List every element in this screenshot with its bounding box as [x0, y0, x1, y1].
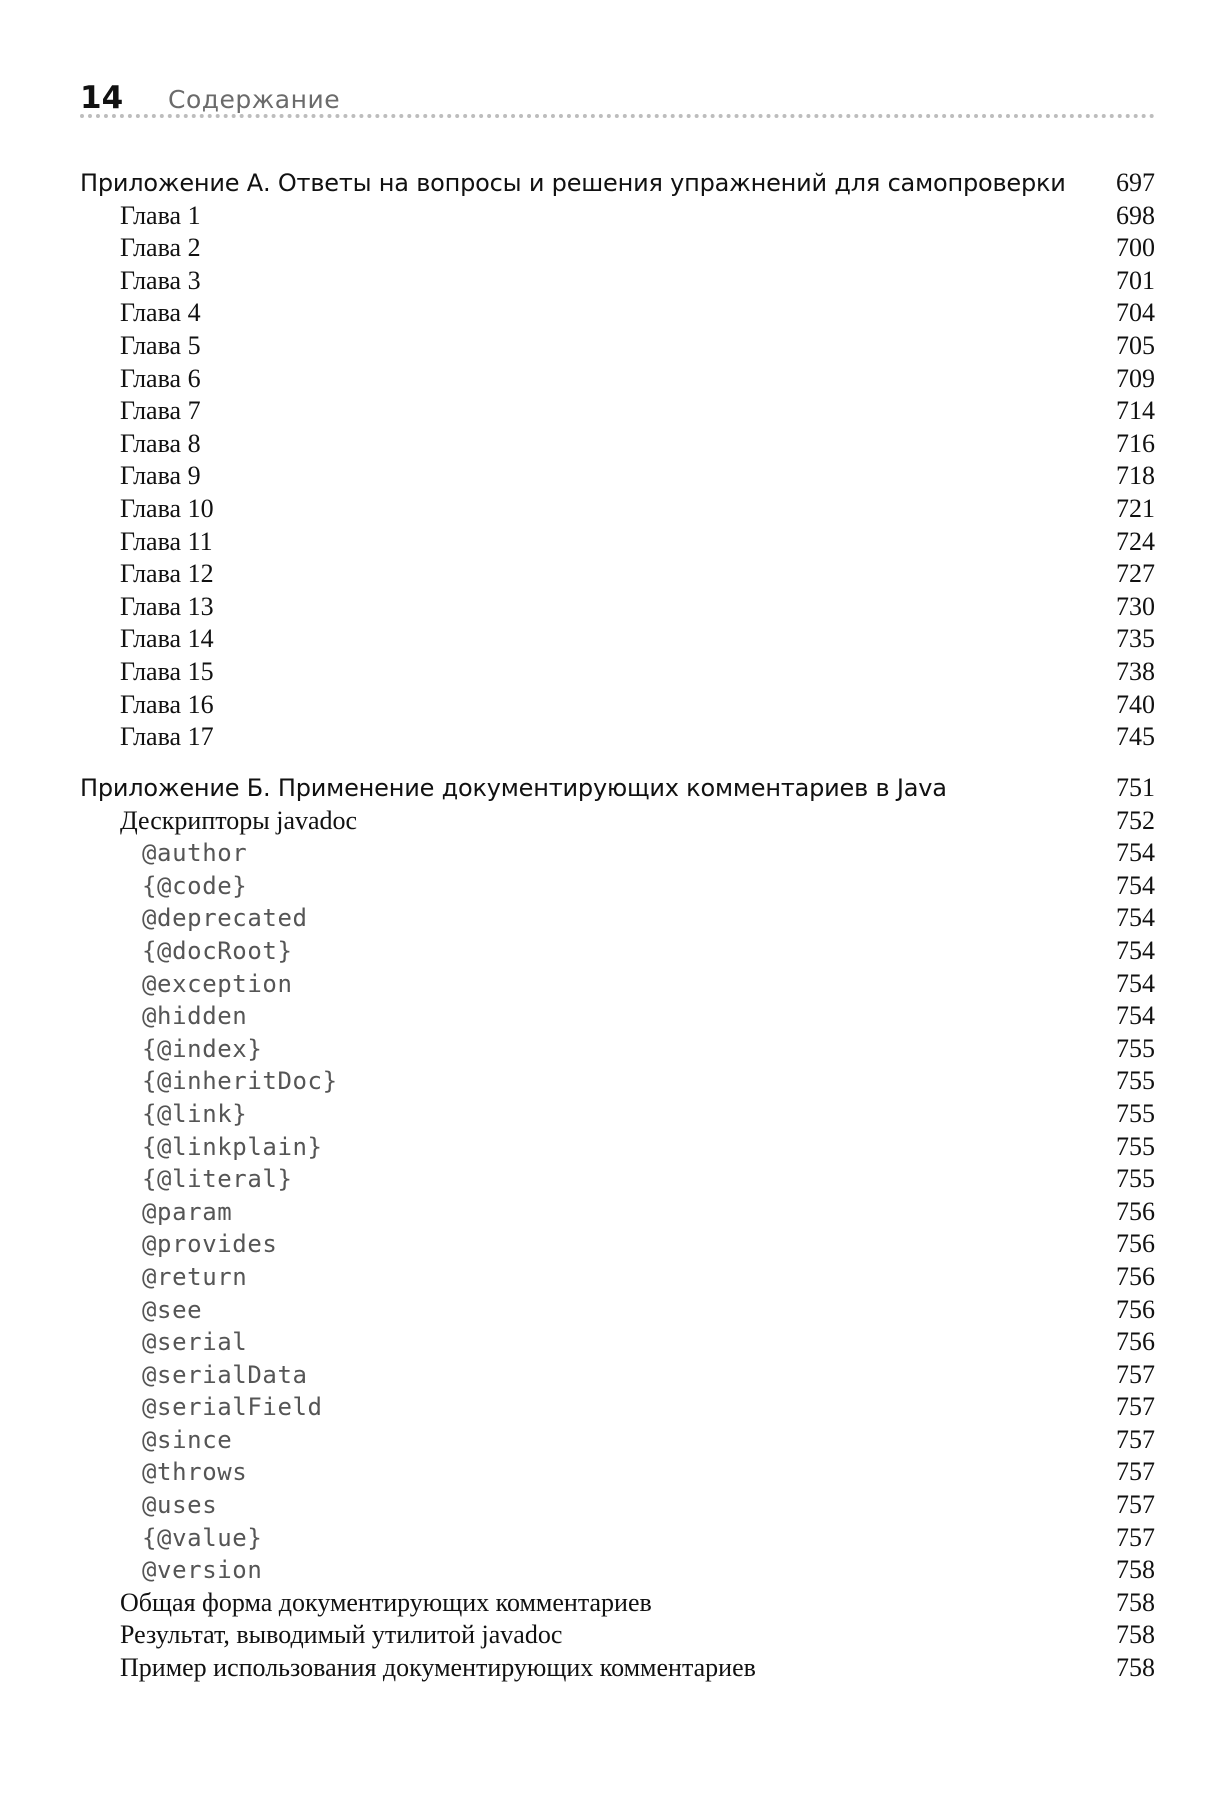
toc-entry-label: @throws: [142, 1458, 248, 1487]
toc-entry-label: Глава 2: [120, 233, 201, 263]
toc-entry-label: @serialField: [142, 1393, 323, 1422]
toc-entry-label: {@docRoot}: [142, 936, 293, 965]
toc-page-number: 704: [1116, 298, 1155, 328]
toc-entry-label: @serial: [142, 1328, 248, 1357]
toc-entry-label: @serialData: [142, 1360, 308, 1389]
toc-entry-label: Дескрипторы javadoc: [120, 805, 358, 835]
toc-section-heading[interactable]: [80, 167, 1155, 200]
toc-page-number: 721: [1116, 493, 1155, 523]
toc-entry-label: Глава 16: [120, 689, 214, 719]
toc-entry-javadoc-tag[interactable]: [80, 870, 1155, 903]
toc-entry-label: Глава 11: [120, 526, 213, 556]
toc-page-number: 698: [1116, 200, 1155, 230]
toc-page-number: 754: [1116, 968, 1155, 998]
toc-entry-label: Глава 13: [120, 591, 214, 621]
toc-entry-javadoc-tag[interactable]: [80, 1294, 1155, 1327]
toc-entry-label: Глава 3: [120, 265, 201, 295]
toc-entry-javadoc-tag[interactable]: [80, 1489, 1155, 1522]
header-dotted-rule: [80, 114, 1155, 118]
toc-entry-label: Глава 17: [120, 722, 214, 752]
toc-page-number: 756: [1116, 1294, 1155, 1324]
toc-entry-label: Глава 14: [120, 624, 214, 654]
toc-entry-javadoc-tag[interactable]: [80, 1228, 1155, 1261]
toc-entry[interactable]: [80, 1619, 1155, 1652]
toc-entry-javadoc-tag[interactable]: [80, 968, 1155, 1001]
toc-page-number: 755: [1116, 1066, 1155, 1096]
toc-page-number: 700: [1116, 233, 1155, 263]
toc-entry-javadoc-tag[interactable]: [80, 1424, 1155, 1457]
toc-entry-chapter[interactable]: [80, 330, 1155, 363]
toc-page-number: 709: [1116, 363, 1155, 393]
toc-entry-label: {@value}: [142, 1523, 263, 1552]
toc-entry-javadoc-tag[interactable]: [80, 1098, 1155, 1131]
toc-page-number: 754: [1116, 935, 1155, 965]
toc-entry-chapter[interactable]: [80, 526, 1155, 559]
running-title: Содержание: [168, 85, 341, 114]
toc-entry-label: Глава 7: [120, 396, 201, 426]
toc-section-title: Приложение А. Ответы на вопросы и решения упражнений для самопроверки: [80, 169, 1066, 197]
toc-entry-label: @since: [142, 1425, 233, 1454]
toc-entry[interactable]: [80, 1652, 1155, 1685]
toc-entry-chapter[interactable]: [80, 297, 1155, 330]
toc-page-number: 757: [1116, 1392, 1155, 1422]
toc-entry-javadoc-tag[interactable]: [80, 1261, 1155, 1294]
toc-entry-label: @return: [142, 1262, 248, 1291]
toc-entry-javadoc-tag[interactable]: [80, 837, 1155, 870]
toc-entry-label: {@code}: [142, 871, 248, 900]
toc-entry-label: Глава 12: [120, 559, 214, 589]
toc-entry-label: @hidden: [142, 1002, 248, 1031]
toc-entry-javadoc-tag[interactable]: [80, 1391, 1155, 1424]
toc-entry-label: @version: [142, 1556, 263, 1585]
toc-entry-chapter[interactable]: [80, 363, 1155, 396]
toc-entry-chapter[interactable]: [80, 428, 1155, 461]
toc-entry-chapter[interactable]: [80, 493, 1155, 526]
toc-entry-javadoc-tag[interactable]: [80, 1000, 1155, 1033]
page-number: 14: [80, 80, 124, 116]
toc-entry-javadoc-tag[interactable]: [80, 1033, 1155, 1066]
toc-entry-chapter[interactable]: [80, 591, 1155, 624]
toc-page-number: 740: [1116, 689, 1155, 719]
toc-entry-javadoc-tag[interactable]: [80, 1522, 1155, 1555]
toc-page-number: 701: [1116, 265, 1155, 295]
toc-entry-label: @provides: [142, 1230, 278, 1259]
toc-page-number: 718: [1116, 461, 1155, 491]
toc-page-number: 730: [1116, 591, 1155, 621]
toc-page-number: 754: [1116, 1001, 1155, 1031]
toc-entry-javadoc-tag[interactable]: [80, 1065, 1155, 1098]
toc-page-number: 758: [1116, 1587, 1155, 1617]
toc-entry-label: Глава 8: [120, 428, 201, 458]
toc-page-number: 755: [1116, 1033, 1155, 1063]
toc-page-number: 716: [1116, 428, 1155, 458]
toc-entry-javadoc-tag[interactable]: [80, 1196, 1155, 1229]
toc-page-number: 754: [1116, 870, 1155, 900]
toc-entry-label: {@link}: [142, 1099, 248, 1128]
toc-page-number: 757: [1116, 1359, 1155, 1389]
toc-page-number: 756: [1116, 1327, 1155, 1357]
toc-page-number: 756: [1116, 1261, 1155, 1291]
toc-page-number: 758: [1116, 1555, 1155, 1585]
toc-entry-label: @deprecated: [142, 904, 308, 933]
toc-entry-label: {@inheritDoc}: [142, 1067, 338, 1096]
toc-entry-chapter[interactable]: [80, 232, 1155, 265]
toc-page-number: 705: [1116, 330, 1155, 360]
toc-page-number: 757: [1116, 1424, 1155, 1454]
toc-page-number: 745: [1116, 722, 1155, 752]
toc-entry-label: @uses: [142, 1491, 218, 1520]
toc-page-number: 754: [1116, 838, 1155, 868]
toc-appendix-a: [80, 167, 1155, 754]
toc-entry-label: Глава 6: [120, 363, 201, 393]
toc-entry-javadoc-tag[interactable]: [80, 1456, 1155, 1489]
toc-page-number: 714: [1116, 396, 1155, 426]
toc-entry-chapter[interactable]: [80, 265, 1155, 298]
toc-entry-chapter[interactable]: [80, 721, 1155, 754]
toc-entry-javadoc-tag[interactable]: [80, 902, 1155, 935]
toc-page-number: 751: [1116, 773, 1155, 802]
toc-entry-label: Глава 5: [120, 330, 201, 360]
toc-entry-label: Глава 15: [120, 656, 214, 686]
toc-entry-chapter[interactable]: [80, 395, 1155, 428]
toc-page-number: 755: [1116, 1098, 1155, 1128]
toc-entry-label: Результат, выводимый утилитой javadoc: [120, 1620, 563, 1650]
toc-page-number: 755: [1116, 1131, 1155, 1161]
toc-entry-javadoc-tag[interactable]: [80, 1359, 1155, 1392]
toc-entry-label: Общая форма документирующих комментариев: [120, 1587, 652, 1617]
toc-entry-label: Глава 1: [120, 200, 201, 230]
toc-section-title: Приложение Б. Применение документирующих комментариев в Java: [80, 774, 947, 802]
toc-page-number: 697: [1116, 168, 1155, 197]
toc-page-number: 756: [1116, 1229, 1155, 1259]
toc-entry-chapter[interactable]: [80, 656, 1155, 689]
toc-page-number: 727: [1116, 559, 1155, 589]
toc-page-number: 756: [1116, 1196, 1155, 1226]
toc-entry-chapter[interactable]: [80, 460, 1155, 493]
toc-entry-label: Пример использования документирующих комментариев: [120, 1653, 756, 1683]
toc-page-number: 738: [1116, 656, 1155, 686]
toc-page-number: 757: [1116, 1457, 1155, 1487]
toc-entry-chapter[interactable]: [80, 689, 1155, 722]
toc-entry-label: @author: [142, 839, 248, 868]
toc-section-heading[interactable]: [80, 772, 1155, 805]
toc-entry-label: {@index}: [142, 1034, 263, 1063]
toc-entry-label: {@literal}: [142, 1165, 293, 1194]
toc-entry-label: @exception: [142, 969, 293, 998]
toc-page-number: 757: [1116, 1522, 1155, 1552]
toc-page-number: 724: [1116, 526, 1155, 556]
toc-entry-javadoc-tag[interactable]: [80, 1131, 1155, 1164]
toc-page-number: 755: [1116, 1164, 1155, 1194]
toc-entry-javadoc-tag[interactable]: [80, 1163, 1155, 1196]
toc-page-number: 758: [1116, 1653, 1155, 1683]
toc-entry-descriptors[interactable]: [80, 805, 1155, 838]
toc-entry-javadoc-tag[interactable]: [80, 1326, 1155, 1359]
toc-entry-label: @see: [142, 1295, 203, 1324]
toc-entry-label: Глава 10: [120, 493, 214, 523]
toc-entry-label: @param: [142, 1197, 233, 1226]
toc-page-number: 758: [1116, 1620, 1155, 1650]
toc-page-number: 752: [1116, 805, 1155, 835]
page-header: [80, 78, 1155, 118]
toc-entry-chapter[interactable]: [80, 558, 1155, 591]
toc-entry-label: Глава 9: [120, 461, 201, 491]
toc-page-number: 757: [1116, 1490, 1155, 1520]
toc-entry-chapter[interactable]: [80, 200, 1155, 233]
toc-page-number: 735: [1116, 624, 1155, 654]
toc-entry-javadoc-tag[interactable]: [80, 935, 1155, 968]
toc-entry[interactable]: [80, 1587, 1155, 1620]
toc-entry-label: {@linkplain}: [142, 1132, 323, 1161]
toc-entry-label: Глава 4: [120, 298, 201, 328]
toc-page-number: 754: [1116, 903, 1155, 933]
toc-entry-chapter[interactable]: [80, 623, 1155, 656]
toc-appendix-b: [80, 772, 1155, 1685]
toc-entry-javadoc-tag[interactable]: [80, 1554, 1155, 1587]
